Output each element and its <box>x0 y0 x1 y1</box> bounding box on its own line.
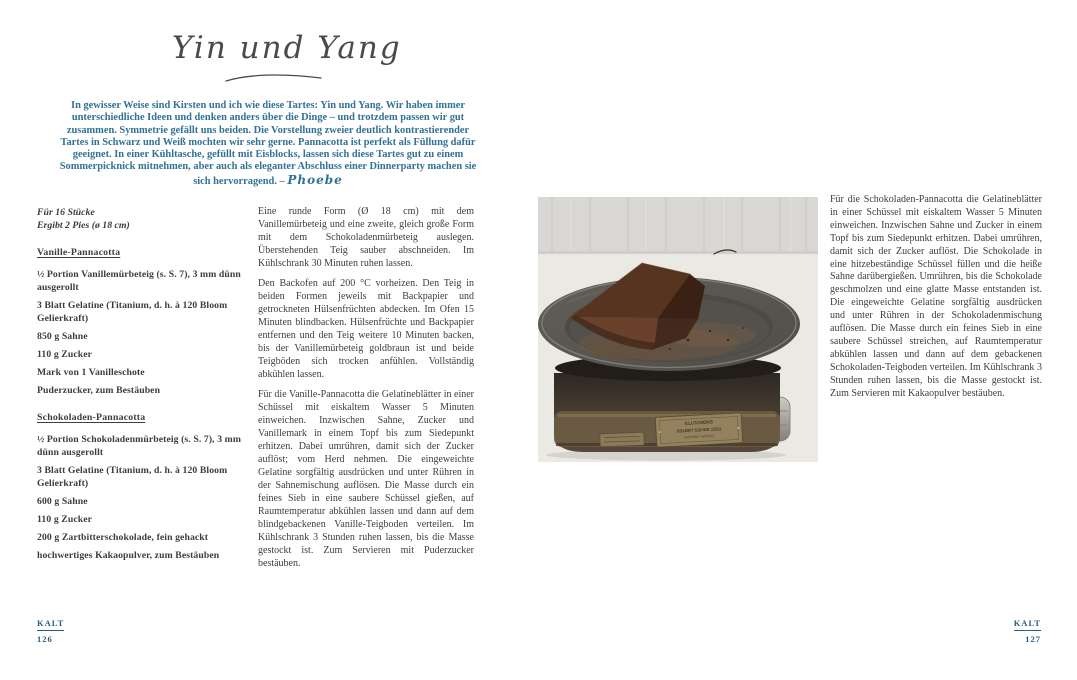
tin-plaque <box>655 413 742 447</box>
footer-right <box>1014 613 1041 644</box>
intro-paragraph <box>54 100 482 188</box>
plaque-text-line3: LONDON, ENGLAND <box>683 433 715 440</box>
chapter-label: KALT <box>37 618 64 631</box>
plaque-text-line1: ENDECOTTS <box>684 419 713 426</box>
page-number: 126 <box>37 634 53 644</box>
plaque-text-line2: TEST SIEVES LIMITED <box>676 426 722 434</box>
sieve-tin <box>546 373 790 461</box>
section-heading-vanille: Vanille-Pannacotta <box>37 247 121 258</box>
tart-photo-illustration <box>538 197 818 462</box>
instruction-paragraph: Den Backofen auf 200 °C vorheizen. Den Teig in beiden Formen jeweils mit Backpapier und getrockneten Hülsenfrüchten abdecken. Im Ofen 15 Minuten blindbacken. Hülsenfrüchte und Backpapier entfernen und den Teig weitere 10 Minuten backen, bis der Vanillemürbeteig goldbraun ist und beide Teigböden sich trocken anfühlen. Vollständig abkühlen lassen. <box>258 278 474 380</box>
instruction-paragraph: Eine runde Form (Ø 18 cm) mit dem Vanillemürbeteig und eine zweite, gleich große Form mit dem Schokoladenmürbeteig auslegen. Überstehenden Teig sauber abschneiden. Im Kühlschrank 30 Minuten ruhen lassen. <box>258 206 474 269</box>
yield-line: Für 16 Stücke <box>37 207 95 218</box>
recipe-title: Yin und Yang <box>172 30 402 66</box>
section-heading-schokoladen: Schokoladen-Pannacotta <box>37 412 146 423</box>
ingredient-item: ½ Portion Schokoladenmürbeteig (s. S. 7), 3 mm dünn ausgerollt <box>37 434 241 458</box>
ingredient-item: 850 g Sahne <box>37 331 88 342</box>
footer-left <box>37 613 64 644</box>
ingredient-item: ½ Portion Vanillemürbeteig (s. S. 7), 3 mm dünn ausgerollt <box>37 269 241 293</box>
chapter-label: KALT <box>1014 618 1041 631</box>
instructions-column-left <box>258 205 474 577</box>
intro-text: In gewisser Weise sind Kirsten und ich wie diese Tartes: Yin und Yang. Wir haben immer unterschiedliche Ideen und denken anders über die Dinge – und trotzdem passen wir gut zusammen. Symmetrie gefällt uns beiden. Die Vorstellung zweier deutlich kontrastierender Tartes in Schwarz und Weiß mochten wir sehr gerne. Pannacotta ist perfekt als Füllung dafür geeignet. In einer Kühltasche, gefüllt mit Eisblocks, lassen sich diese Tartes gut zu einem Sommerpicknick mitnehmen, aber auch als eleganter Abschluss einer Dinnerparty machen sie sich hervorragend. – <box>59 100 477 187</box>
ingredient-item: 3 Blatt Gelatine (Titanium, d. h. à 120 Bloom Gelierkraft) <box>37 465 228 489</box>
ingredient-item: 3 Blatt Gelatine (Titanium, d. h. à 120 Bloom Gelierkraft) <box>37 300 228 324</box>
ingredient-item: 110 g Zucker <box>37 514 93 525</box>
ingredient-item: Mark von 1 Vanilleschote <box>37 367 145 378</box>
yield-line: Ergibt 2 Pies (ø 18 cm) <box>37 220 130 231</box>
instruction-paragraph: Für die Schokoladen-Pannacotta die Gelatineblätter in einer Schüssel mit eiskaltem Wasser 5 Minuten einweichen. Inzwischen Sahne und Zucker in einem Topf bis zum Siedepunkt erhitzen. Dabei umrühren, damit sich der Zucker auflöst. Die Schokolade in eine hitzebeständige Schüssel füllen und die heiße Sahne darübergießen. Umrühren, bis die Schokolade geschmolzen und eine glatte Masse entstanden ist. Die eingeweichte Gelatine sorgfältig ausdrücken und unter Rühren in der Schokoladenmischung auflösen. Die Masse durch ein feines Sieb in eine saubere Schüssel streichen, auf Raumtemperatur abkühlen lassen und dann auf dem gebackenen Schokoladen-Teigboden verteilen. Im Kühlschrank 3 Stunden ruhen lassen, bis die Masse gestockt ist. Zum Servieren mit Kakaopulver bestäuben. <box>830 194 1042 399</box>
title-flourish-line <box>224 72 324 84</box>
tart-photo <box>538 197 818 462</box>
page-number: 127 <box>1025 634 1041 644</box>
ingredient-item: 110 g Zucker <box>37 349 93 360</box>
ingredient-item: Puderzucker, zum Bestäuben <box>37 385 161 396</box>
instruction-paragraph: Für die Vanille-Pannacotta die Gelatineblätter in einer Schüssel mit eiskaltem Wasser 5 Minuten einweichen. Inzwischen Sahne, Zucker und Vanillemark in einem Topf bis zum Siedepunkt erhitzen. Dabei umrühren, damit sich der Zucker auflöst; vom Herd nehmen. Die eingeweichte Gelatine sorgfältig ausdrücken und unter Rühren in der Sahnemischung auflösen. Die Masse durch ein feines Sieb in eine saubere Schüssel gießen, auf Raumtemperatur abkühlen lassen und dann auf dem blindgebackenen Vanille-Teigboden verteilen. Im Kühlschrank 3 Stunden ruhen lassen, bis die Masse gestockt ist. Zum Servieren mit Puderzucker bestäuben. <box>258 389 474 569</box>
ingredient-item: hochwertiges Kakaopulver, zum Bestäuben <box>37 550 220 561</box>
ingredients-column <box>37 206 251 567</box>
author-signature: Phoebe <box>287 172 343 187</box>
tin-small-plaque <box>600 432 644 447</box>
ingredient-item: 600 g Sahne <box>37 496 88 507</box>
ingredient-item: 200 g Zartbitterschokolade, fein gehackt <box>37 532 209 543</box>
instructions-column-right <box>830 194 1042 408</box>
